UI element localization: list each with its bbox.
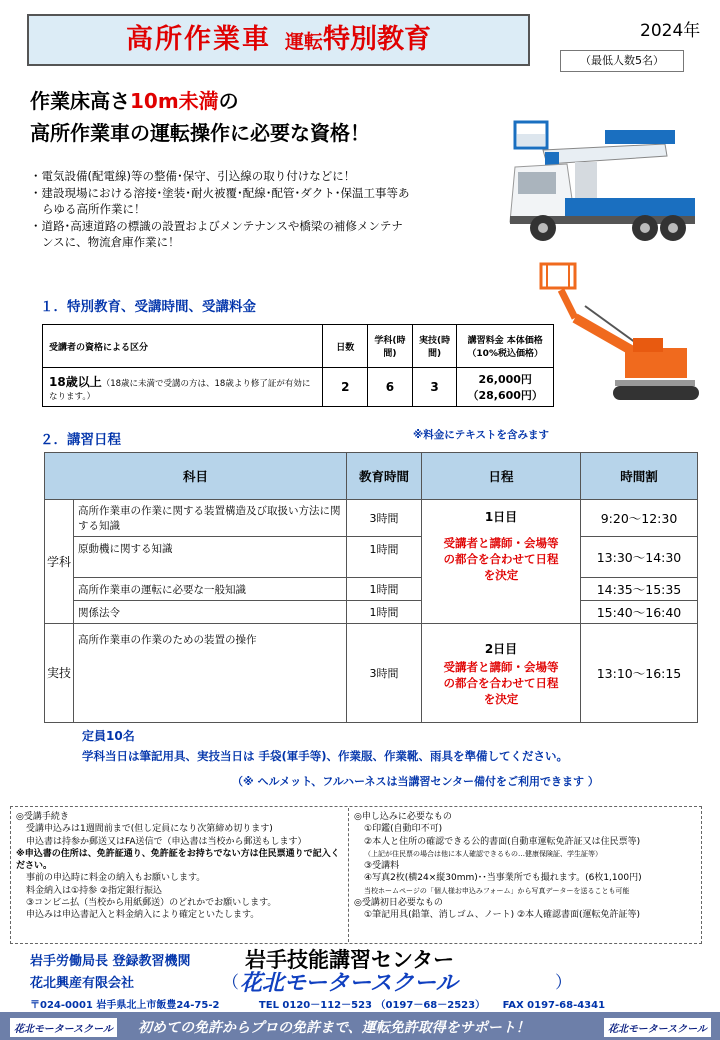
brand-logo-text: 花北モータースクール	[240, 971, 458, 996]
sched-hours: 3時間	[347, 624, 422, 723]
address: 〒024-0001 岩手県北上市飯豊24-75-2	[30, 1000, 220, 1011]
contact-line	[30, 996, 710, 1011]
aerial-lift-illustration	[535, 258, 705, 418]
title-main: 高所作業車	[125, 24, 271, 55]
fee-row-qual	[43, 368, 323, 407]
headline-line2: 高所作業車の運転操作に必要な資格！	[30, 121, 370, 145]
notes-right-item: ③受講料	[364, 861, 400, 872]
fee-table	[42, 324, 554, 407]
min-people-badge: （最低人数5名）	[560, 50, 684, 72]
helmet-note: （※ ヘルメット、フルハーネスは当講習センター備付をご利用できます ）	[232, 775, 599, 788]
fee-row-days: 2	[323, 368, 368, 407]
notes-right-item: 当校ホームページの「個人様お申込みフォーム」から写真データーを送ることも可能	[364, 886, 630, 895]
bar-brand-right: 花北モータースクール	[604, 1018, 711, 1037]
sched-hours: 3時間	[347, 500, 422, 537]
notes-left-item: 申込書は持参か郵送又はFA送信で（申込書は当校から郵送もします）	[26, 836, 307, 847]
notes-right-item: ④写真2枚(横24×縦30mm)･･当事業所でも撮れます。(6枚1,100円)	[364, 873, 642, 884]
sched-time: 14:35～15:35	[581, 578, 698, 601]
brand-paren-open: （	[222, 973, 239, 993]
notes-right-item: ②本人と住所の確認できる公的書面(自動車運転免許証又は住民票等)	[364, 836, 641, 847]
fee-row-fee	[457, 368, 554, 407]
section2-title: ２．講習日程	[40, 432, 121, 448]
day1-note: 受講者と講師・会場等の都合を合わせて日程を決定	[443, 536, 559, 582]
notes-right-item: ①筆記用具(鉛筆、消しゴム、ノート) ②本人確認書面(運転免許証等)	[364, 910, 641, 921]
schedule-day1	[422, 500, 581, 624]
section1-title: １．特別教育、受講時間、受講料金	[40, 299, 256, 315]
notes-left	[16, 811, 340, 922]
notes-right-heading: ◎申し込みに必要なもの	[354, 812, 452, 822]
schedule-table	[44, 452, 698, 723]
fax: FAX 0197-68-4341	[502, 1000, 606, 1011]
day2-note: 受講者と講師・会場等の都合を合わせて日程を決定	[443, 659, 559, 706]
sched-header-schedule: 日程	[422, 453, 581, 500]
notes-right-item: （上記が住民票の場合は他に本人確認できるもの…健康保険証、学生証等）	[364, 849, 602, 858]
notes-left-heading: ◎受講手続き	[16, 812, 69, 822]
org-registration: 岩手労働局長 登録教習機関	[30, 954, 191, 969]
schedule-day2	[422, 624, 581, 723]
sched-header-timetable: 時間割	[581, 453, 698, 500]
bullet-list	[30, 168, 410, 251]
day1-label: 1日目	[484, 510, 518, 524]
fee-header-practice: 実技(時間)	[412, 325, 457, 368]
title-banner	[27, 14, 530, 66]
sched-time: 13:30～14:30	[581, 537, 698, 578]
qual-note: （18歳に未満で受講の方は、18歳より修了証が有効になります。）	[49, 378, 311, 402]
sched-hours: 1時間	[347, 578, 422, 601]
bullet-item: ・建設現場における溶接･塗装･耐火被覆･配線･配管･ダクト･保温工事等あらゆる高所作業に！	[30, 185, 410, 216]
sched-time: 9:20～12:30	[581, 500, 698, 537]
sched-hours: 1時間	[347, 601, 422, 624]
sched-header-subject: 科目	[45, 453, 347, 500]
notes-left-item: 受講申込みは1週間前まで(但し定員になり次第締め切ります)	[26, 824, 273, 835]
notes-left-item: ③コンビニ払（当校から用紙郵送）のどれかでお願いします。	[26, 898, 277, 909]
bullet-item: ・道路･高速道路の標識の設置およびメンテナンスや橋梁の補修メンテナンスに、物流倉庫作業に！	[30, 218, 403, 249]
headline-line1-a: 作業床高さ	[30, 89, 130, 113]
slogan: 初めての免許からプロの免許まで、運転免許取得をサポート！	[138, 1020, 530, 1036]
capacity-label: 定員10名	[82, 729, 135, 743]
notes-right-heading: ◎受講初日必要なもの	[354, 898, 443, 909]
sched-hours: 1時間	[347, 537, 422, 578]
sched-subject: 高所作業車の運転に必要な一般知識	[74, 578, 347, 601]
notes-right-item: ①印鑑(自動印不可)	[364, 824, 443, 835]
center-name: 岩手技能講習センター	[245, 948, 455, 972]
group-practice: 実技	[45, 624, 74, 723]
day2-label: 2日目	[484, 641, 518, 656]
sched-time: 15:40～16:40	[581, 601, 698, 624]
notes-left-item: ※申込書の住所は、免許証通り、免許証をお持ちでない方は住民票通りで記入ください。	[16, 848, 340, 872]
fee-row-practice: 3	[412, 368, 457, 407]
title-sub2: 特別教育	[323, 24, 431, 55]
qual-main: 18歳以上	[49, 374, 102, 389]
fee-header-qual: 受講者の資格による区分	[43, 325, 323, 368]
bucket-truck-illustration	[455, 92, 710, 252]
headline-highlight: 10m未満	[130, 89, 219, 113]
notes-divider	[348, 808, 350, 942]
fee-row-theory: 6	[368, 368, 413, 407]
sched-subject: 原動機に関する知識	[74, 537, 347, 578]
group-theory: 学科	[45, 500, 74, 624]
phone: TEL 0120－112－523 （0197－68－2523）	[258, 1000, 486, 1011]
fee-header-days: 日数	[323, 325, 368, 368]
sched-header-hours: 教育時間	[347, 453, 422, 500]
sched-subject: 関係法令	[74, 601, 347, 624]
company-name: 花北興産有限会社	[30, 976, 135, 991]
notes-left-item: 申込みは申込書記入と料金納入により確定といたします。	[26, 910, 260, 921]
fee-price-tax: （28,600円）	[467, 389, 543, 402]
fee-header-theory: 学科(時間)	[368, 325, 413, 368]
bullet-item: ・電気設備(配電線)等の整備･保守、引込線の取り付けなどに！	[30, 169, 356, 183]
fee-header-fee: 講習料金 本体価格 （10%税込価格）	[457, 325, 554, 368]
sched-time: 13:10～16:15	[581, 624, 698, 723]
sched-subject: 高所作業車の作業に関する装置構造及び取扱い方法に関する知識	[74, 500, 347, 537]
title-sub1: 運転	[284, 31, 323, 53]
notes-right	[354, 811, 698, 922]
headline	[30, 85, 370, 149]
notes-left-item: 事前の申込時に料金の納入もお願いします。	[26, 873, 206, 884]
bottom-banner	[0, 1012, 720, 1040]
fee-price: 26,000円	[478, 373, 532, 386]
fee-includes-note: ※料金にテキストを含みます	[413, 429, 549, 441]
bar-brand-left: 花北モータースクール	[10, 1018, 117, 1037]
headline-line1-b: の	[218, 89, 239, 113]
year-label: 2024年	[640, 21, 701, 41]
belongings-line: 学科当日は筆記用具、実技当日は 手袋(軍手等)、作業服、作業靴、雨具を準備してください。	[82, 749, 569, 763]
sched-subject: 高所作業車の作業のための装置の操作	[74, 624, 347, 723]
brand-paren-close: ）	[555, 973, 572, 993]
notes-left-item: 料金納入は①持参 ②指定銀行振込	[26, 885, 162, 896]
